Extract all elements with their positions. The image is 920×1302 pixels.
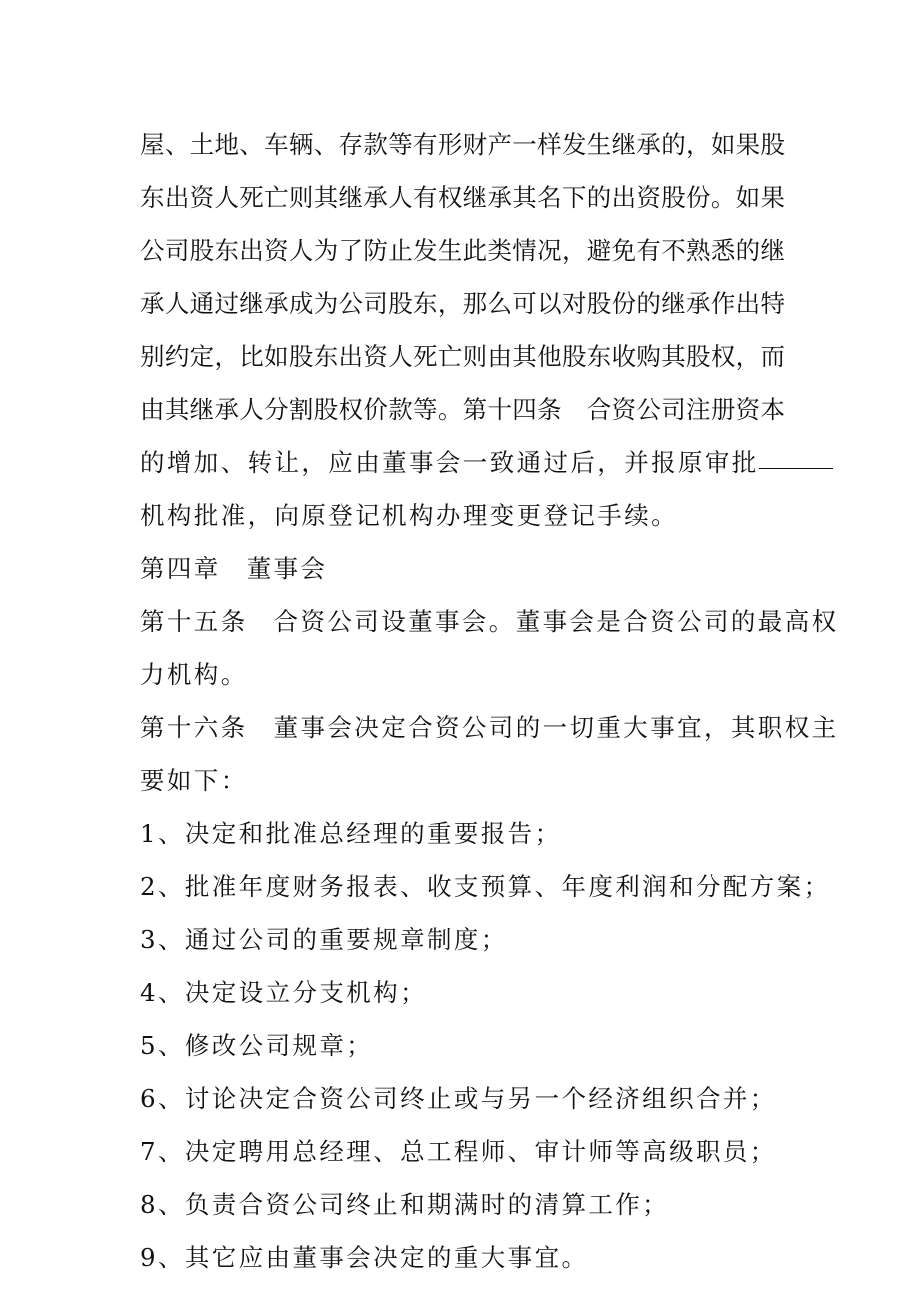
fill-in-blank xyxy=(759,468,833,469)
article-15-line xyxy=(140,595,839,648)
article-16-continuation: 要如下： xyxy=(140,766,248,795)
list-item: 3、通过公司的重要规章制度； xyxy=(140,925,508,954)
list-item: 9、其它应由董事会决定的重大事宜。 xyxy=(140,1243,589,1272)
list-item: 4、决定设立分支机构； xyxy=(140,978,427,1007)
paragraph-line: 机构批准，向原登记机构办理变更登记手续。 xyxy=(140,501,678,530)
paragraph-line: 别约定，比如股东出资人死亡则由其他股东收购其股权，而 xyxy=(140,342,785,371)
list-item: 1、决定和批准总经理的重要报告； xyxy=(140,819,562,848)
article-text: 合资公司设董事会。董事会是合资公司的最高权 xyxy=(273,607,839,636)
paragraph-line-with-blank xyxy=(140,436,785,489)
chapter-title: 董事会 xyxy=(246,554,328,583)
article-number: 第十六条 xyxy=(140,713,248,742)
document-body xyxy=(140,118,839,1284)
paragraph-line: 公司股东出资人为了防止发生此类情况，避免有不熟悉的继 xyxy=(140,236,785,265)
paragraph-line: 由其继承人分割股权价款等。第十四条 合资公司注册资本 xyxy=(140,395,785,424)
paragraph-line: 屋、土地、车辆、存款等有形财产一样发生继承的，如果股 xyxy=(140,130,785,159)
article-text: 董事会决定合资公司的一切重大事宜，其职权主 xyxy=(273,713,839,742)
list-item: 2、批准年度财务报表、收支预算、年度利润和分配方案； xyxy=(140,872,831,901)
chapter-heading xyxy=(140,542,785,595)
paragraph-line-text: 的增加、转让，应由董事会一致通过后，并报原审批 xyxy=(140,448,759,477)
list-item: 6、讨论决定合资公司终止或与另一个经济组织合并； xyxy=(140,1084,777,1113)
article-15-continuation: 力机构。 xyxy=(140,660,248,689)
paragraph-line: 承人通过继承成为公司股东，那么可以对股份的继承作出特 xyxy=(140,289,785,318)
paragraph-line: 东出资人死亡则其继承人有权继承其名下的出资股份。如果 xyxy=(140,183,785,212)
list-item: 7、决定聘用总经理、总工程师、审计师等高级职员； xyxy=(140,1137,777,1166)
list-item: 5、修改公司规章； xyxy=(140,1031,374,1060)
chapter-number: 第四章 xyxy=(140,554,221,583)
article-number: 第十五条 xyxy=(140,607,248,636)
article-16-line xyxy=(140,701,839,754)
list-item: 8、负责合资公司终止和期满时的清算工作； xyxy=(140,1190,670,1219)
